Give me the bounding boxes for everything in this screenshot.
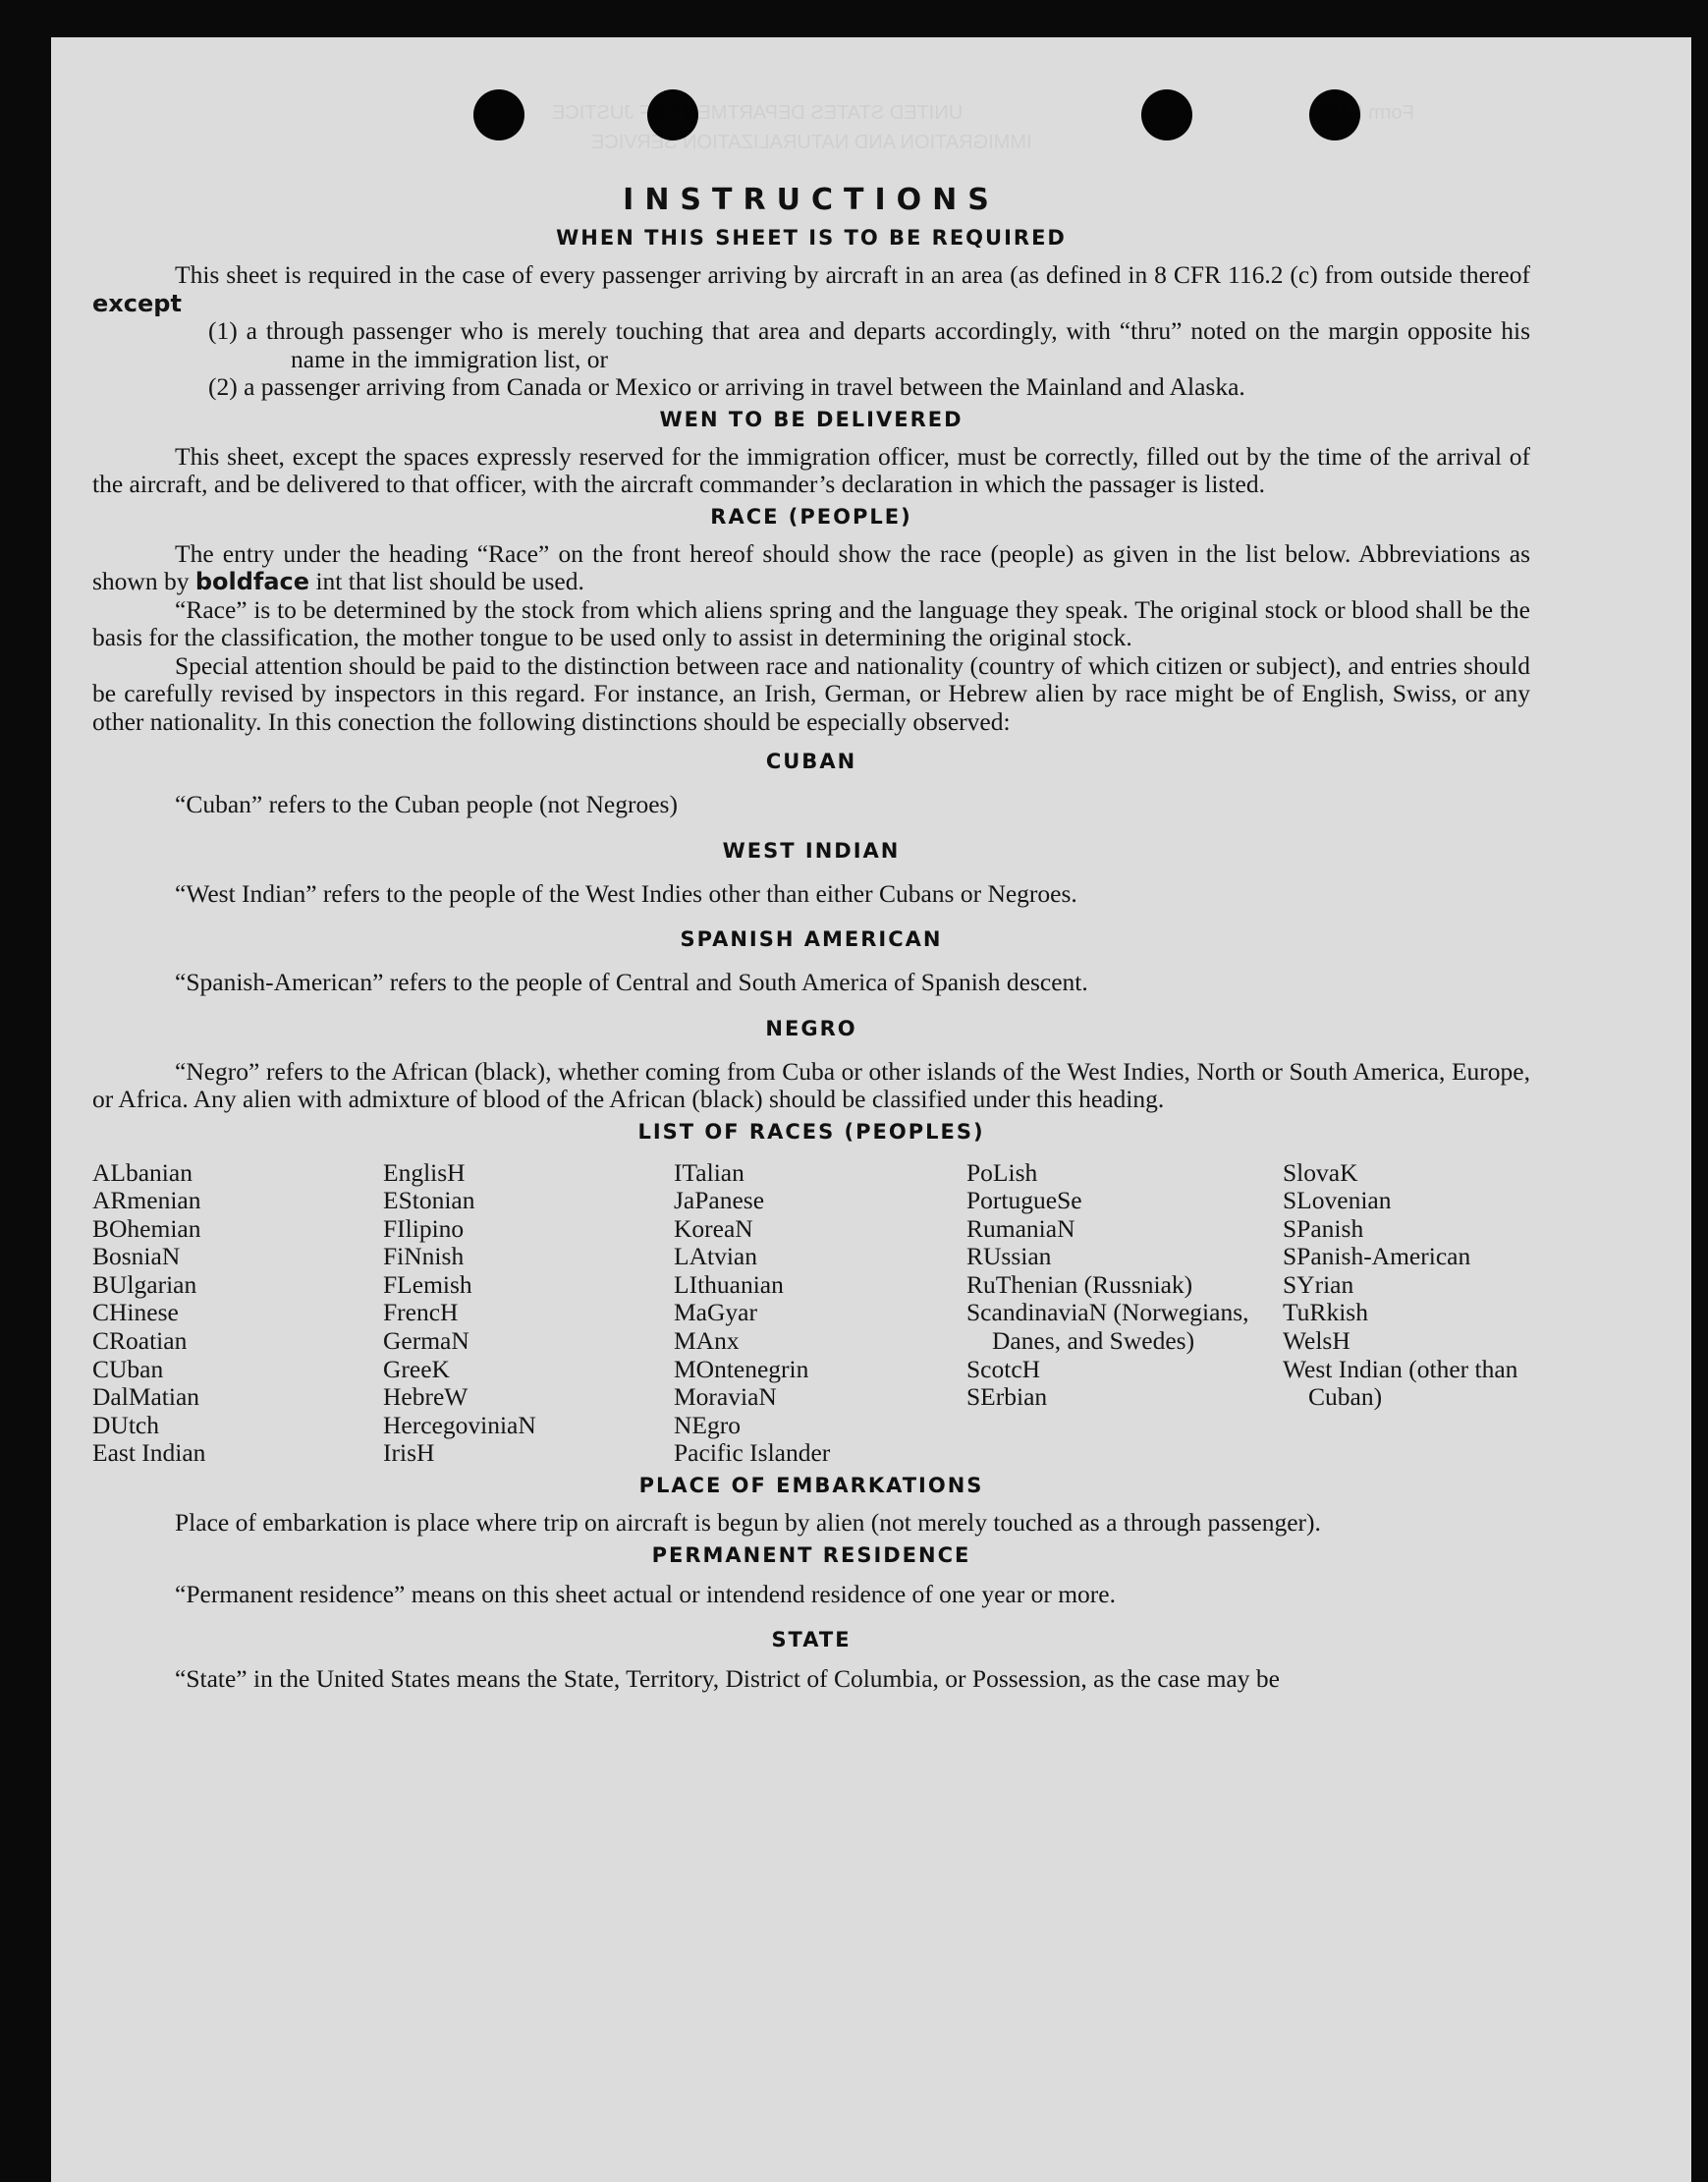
race-item: HercegoviniaN <box>383 1410 536 1439</box>
race-item: MOntenegrin <box>674 1354 809 1383</box>
race-item: KoreaN <box>674 1213 753 1243</box>
race-item: RUssian <box>966 1242 1052 1271</box>
required-item-2: (2) a passenger arriving from Canada or Mexico or arriving in travel between the Mainland and Alaska. <box>208 372 1245 401</box>
race-item: IrisH <box>383 1438 435 1468</box>
section-heading-west-indian: WEST INDIAN <box>722 838 901 863</box>
race-item: East Indian <box>92 1438 206 1468</box>
except-bold: except <box>92 289 182 317</box>
page-title: INSTRUCTIONS <box>623 183 1000 217</box>
section-heading-cuban: CUBAN <box>765 750 857 773</box>
race-item: HebreW <box>383 1382 468 1412</box>
race-item: RuThenian (Russniak) <box>966 1269 1193 1299</box>
west-indian-text: “West Indian” refers to the people of the West Indies other than either Cubans or Negroes. <box>175 878 1077 908</box>
race-item: WelsH <box>1283 1326 1350 1356</box>
race-item: FIlipino <box>383 1213 465 1243</box>
race-item: BOhemian <box>92 1213 201 1243</box>
race-item: RumaniaN <box>966 1213 1075 1243</box>
race-item: CUban <box>92 1354 164 1383</box>
race-paragraph-2: “Race” is to be determined by the stock from which aliens spring and the language they speak. The original stock or blood shall be the basis for the classification, the mother tongue to be used only to assist in determining the original stock. <box>92 594 1530 651</box>
race-item: DUtch <box>92 1410 159 1439</box>
race-item: FrencH <box>383 1298 459 1327</box>
race-item: SYrian <box>1283 1269 1354 1299</box>
race-item: DalMatian <box>92 1382 200 1412</box>
bleed-through-text: Form I-459 <box>1318 102 1414 124</box>
race-item: NEgro <box>674 1410 741 1439</box>
race-item: Pacific Islander <box>674 1438 831 1468</box>
race-item: SlovaK <box>1283 1157 1358 1187</box>
race-item: MaGyar <box>674 1298 757 1327</box>
race-item: FiNnish <box>383 1242 465 1271</box>
bleed-through-text: UNITED STATES DEPARTMENT OF JUSTICE <box>552 102 964 124</box>
race-item: LAtvian <box>674 1242 757 1271</box>
race-item: PortugueSe <box>966 1186 1082 1215</box>
races-column-2 <box>383 1159 674 1469</box>
bleed-through-text: IMMIGRATION AND NATURALIZATION SERVICE <box>591 132 1032 153</box>
residence-text: “Permanent residence” means on this sheet actual or intendend residence of one year or more. <box>175 1579 1116 1608</box>
section-heading-spanish-american: SPANISH AMERICAN <box>680 927 943 951</box>
delivered-text: This sheet, except the spaces expressly reserved for the immigration officer, must be correctly, filled out by the time of the arrival of the aircraft, and be delivered to that officer, with the aircraft commander’s declaration in which the passager is listed. <box>92 441 1530 498</box>
section-heading-embarkation: PLACE OF EMBARKATIONS <box>638 1474 984 1498</box>
race-item: LIthuanian <box>674 1269 784 1299</box>
race-item: BUlgarian <box>92 1269 197 1299</box>
race-item: MoraviaN <box>674 1382 777 1412</box>
race-paragraph-1: The entry under the heading “Race” on the front hereof should show the race (people) as given in the list below. Abbreviations as shown by boldface int that list should be used. <box>92 538 1530 595</box>
race-item: SPanish-American <box>1283 1242 1471 1271</box>
races-column-5 <box>1283 1159 1530 1469</box>
cuban-text: “Cuban” refers to the Cuban people (not Negroes) <box>175 790 678 818</box>
race-item: SLovenian <box>1283 1186 1392 1215</box>
race-item: GreeK <box>383 1354 450 1383</box>
race-item: GermaN <box>383 1326 469 1356</box>
negro-text: “Negro” refers to the African (black), whether coming from Cuba or other islands of the West Indies, North or South America, Europe, or Africa. Any alien with admixture of blood of the African (black) should be classified under this heading. <box>92 1056 1530 1113</box>
section-heading-state: STATE <box>771 1628 852 1652</box>
punch-hole <box>1141 89 1192 140</box>
race-item: JaPanese <box>674 1186 765 1215</box>
race-item: ITalian <box>674 1157 744 1187</box>
race-item: West Indian (other than Cuban) <box>1283 1354 1518 1412</box>
race-paragraph-3: Special attention should be paid to the distinction between race and nationality (country of which citizen or subject), and entries should be carefully revised by inspectors in this regard. For instance, an Irish, German, or Hebrew alien by race might be of English, Swiss, or any other nationality. In this conection the following distinctions should be especially observed: <box>92 650 1530 736</box>
state-text: “State” in the United States means the State, Territory, District of Columbia, or Possession, as the case may be <box>175 1664 1280 1694</box>
section-heading-list: LIST OF RACES (PEOPLES) <box>637 1119 985 1144</box>
section-heading-delivered: WEN TO BE DELIVERED <box>659 407 964 431</box>
race-item: CHinese <box>92 1298 179 1327</box>
race-item: SPanish <box>1283 1213 1364 1243</box>
section-heading-required: WHEN THIS SHEET IS TO BE REQUIRED <box>556 226 1067 250</box>
races-list <box>92 1159 1530 1469</box>
race-item: ALbanian <box>92 1157 193 1187</box>
required-intro: This sheet is required in the case of every passenger arriving by aircraft in an area (as defined in 8 CFR 116.2 (c) from outside thereof except <box>92 260 1530 317</box>
section-heading-negro: NEGRO <box>765 1016 857 1040</box>
race-item: CRoatian <box>92 1326 188 1356</box>
race-item: ScotcH <box>966 1354 1041 1383</box>
boldface-bold: boldface <box>194 568 310 595</box>
race-item: TuRkish <box>1283 1298 1368 1327</box>
document-sheet <box>51 37 1691 2182</box>
race-item: PoLish <box>966 1157 1038 1187</box>
races-column-4 <box>966 1159 1283 1469</box>
race-item: SErbian <box>966 1382 1048 1412</box>
race-item: ARmenian <box>92 1186 201 1215</box>
race-item: EnglisH <box>383 1157 466 1187</box>
embarkation-text: Place of embarkation is place where trip on aircraft is begun by alien (not merely touched as a through passenger). <box>175 1508 1321 1538</box>
races-column-3 <box>674 1159 966 1469</box>
race-item: MAnx <box>674 1326 740 1356</box>
race-item: BosniaN <box>92 1242 181 1271</box>
section-heading-race: RACE (PEOPLE) <box>710 504 912 529</box>
race-item: ScandinaviaN (Norwegians, Danes, and Swedes) <box>966 1298 1249 1356</box>
punch-hole <box>473 89 524 140</box>
instructions-content <box>92 183 1530 1694</box>
required-item-1: (1) a through passenger who is merely touching that area and departs accordingly, with “thru” noted on the margin opposite his name in the immigration list, or <box>208 316 1530 373</box>
spanish-american-text: “Spanish-American” refers to the people of Central and South America of Spanish descent. <box>175 968 1088 996</box>
race-item: FLemish <box>383 1269 472 1299</box>
races-column-1 <box>92 1159 383 1469</box>
race-item: EStonian <box>383 1186 475 1215</box>
section-heading-residence: PERMANENT RESIDENCE <box>651 1542 971 1567</box>
